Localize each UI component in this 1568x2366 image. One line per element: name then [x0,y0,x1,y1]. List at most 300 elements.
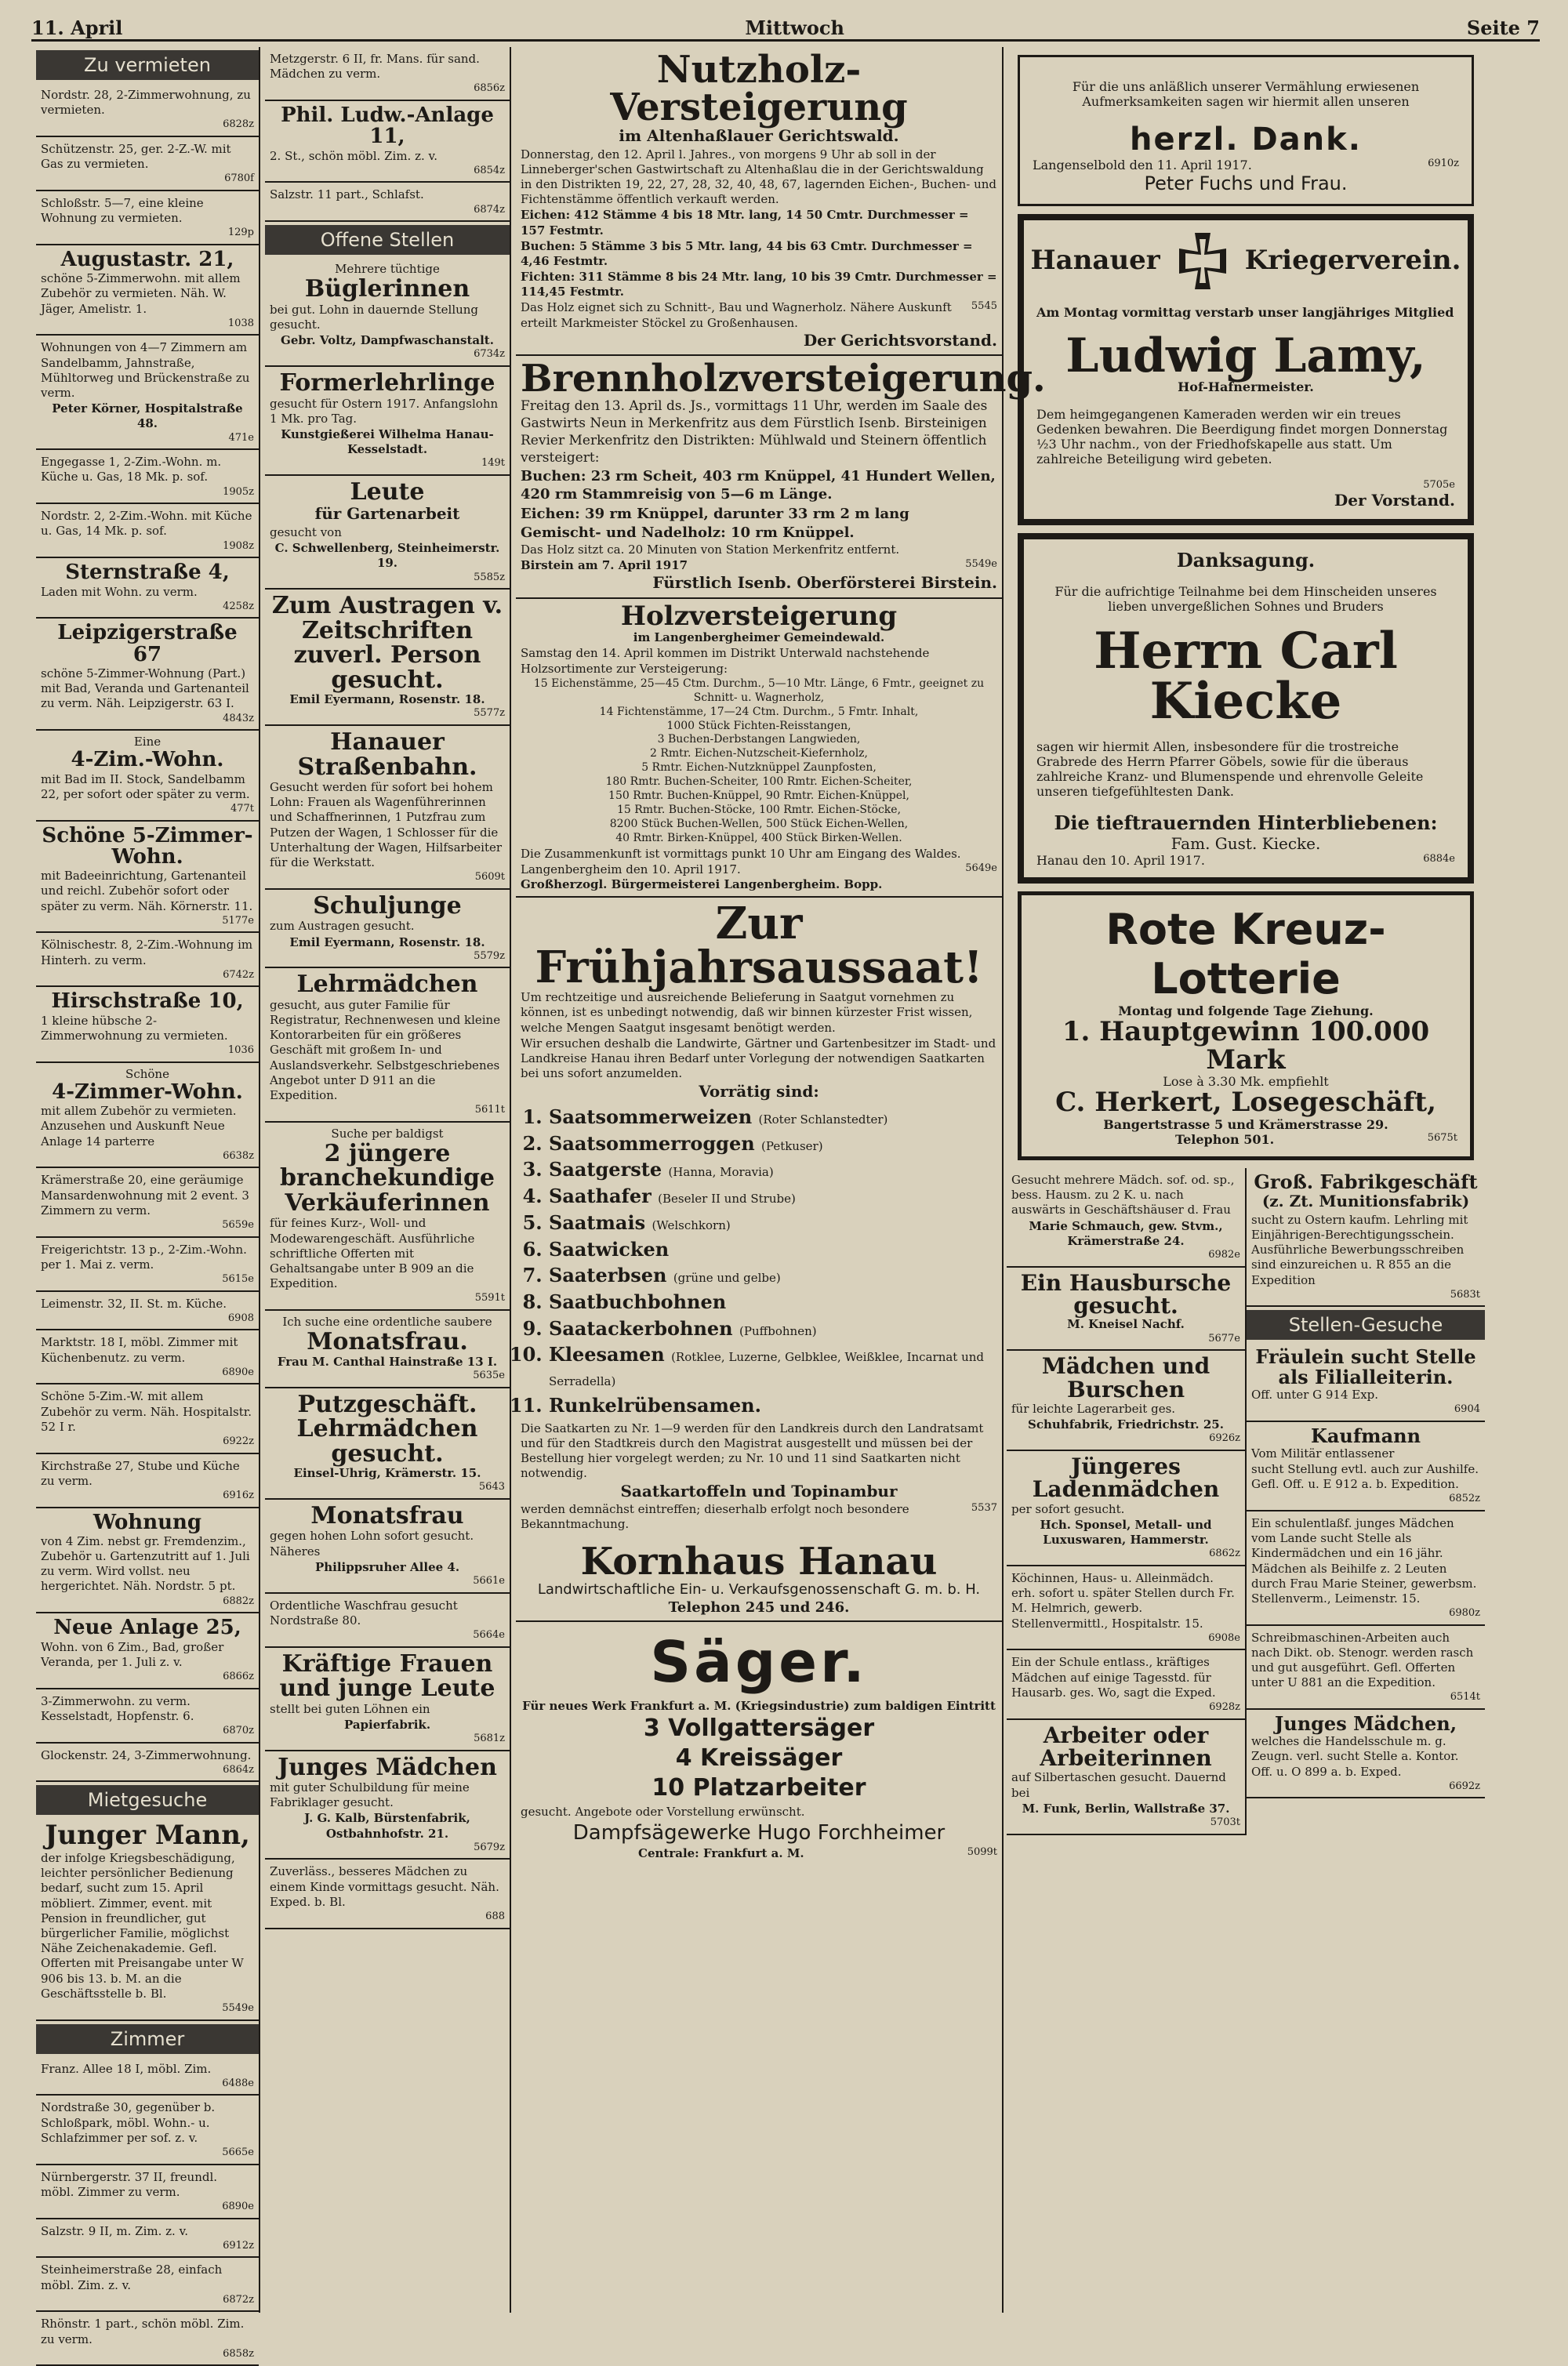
classified-ad [36,2096,259,2165]
ad-contact: Hch. Sponsel, Metall- und Luxuswaren, Hammerstr. [1040,1517,1212,1548]
ad-ref: 6890e [222,2200,254,2212]
ad-note: Die Zusammenkunft ist vormittags punkt 10 Uhr am Eingang des Waldes. [521,846,961,861]
ad-note: werden demnächst eintreffen; dieserhalb erfolgt noch besondere Bekanntmachung. [521,1501,909,1532]
ad-pretitle: Suche per baldigst [331,1126,444,1141]
ad-ref: 5703t [1210,1816,1240,1828]
ad-contact: C. Schwellenberg, Steinheimerstr. 19. [274,541,500,571]
ad-title-right: Kriegerverein. [1244,245,1461,277]
ad-text: für leichte Lagerarbeit ges. [1011,1402,1176,1416]
ad-text: schöne 5-Zimmer-Wohnung (Part.) mit Bad, Veranda und Gartenanteil zu verm. Näh. Leipzigerstr. 63 I. [41,666,249,711]
seed-list [521,1105,997,1418]
classified-ad [1007,1451,1245,1566]
seed-item [549,1132,997,1156]
ad-title: Leipzigerstraße 67 [57,621,238,666]
ad-text: Nürnbergerstr. 37 II, freundl. möbl. Zimmer zu verm. [41,2169,218,2199]
ad-contact: Emil Eyermann, Rosenstr. 18. [289,692,485,707]
classified-ad [265,890,510,969]
lot-line: 180 Rmtr. Buchen-Scheiter, 100 Rmtr. Eichen-Scheiter, [605,775,913,789]
ad-ref: 5615e [222,1272,254,1285]
ad-signature: Fürstlich Isenb. Oberförsterei Birstein. [652,572,997,592]
ad-ref: 6638z [223,1149,254,1162]
classified-ad [265,968,510,1122]
saeger-ad [516,1622,1002,1865]
ad-contact: Schuhfabrik, Friedrichstr. 25. [1028,1417,1224,1432]
ad-text: Marktstr. 18 I, möbl. Zimmer mit Küchenbenutz. zu verm. [41,1335,238,1365]
ad-ref: 5545 [971,300,997,313]
ad-signature: Der Vorstand. [1334,491,1455,510]
classified-ad [265,590,510,726]
ad-text: Ein der Schule entlass., kräftiges Mädchen auf einige Tagesstd. für Hausarb. ges. Wo, sagt die Exped. [1011,1655,1216,1700]
seed-name: Saatackerbohnen [549,1316,733,1340]
ad-ref: 4258z [223,600,254,612]
classified-ad [36,2312,259,2366]
ad-ref: 6926z [1209,1432,1240,1445]
ad-subtitle: (z. Zt. Munitionsfabrik) [1261,1192,1470,1211]
ad-text: Schreibmaschinen-Arbeiten auch nach Dikt. ob. Stenogr. werden rasch und gut ausgeführt. Gefl. Offerten unter U 881 an die Expedition. [1251,1630,1474,1690]
seed-note: (Petkuser) [761,1138,823,1153]
ad-ref: 5177e [222,914,254,927]
classified-ad [1007,1650,1245,1719]
ad-ref: 5591t [474,1292,505,1305]
ad-ref: 1036 [227,1044,254,1057]
lot-line: 2 Rmtr. Eichen-Nutzscheit-Kiefernholz, [649,747,869,760]
ad-text: 3-Zimmerwohn. zu verm. Kesselstadt, Hopfenstr. 6. [41,1693,194,1723]
ad-text: mit allem Zubehör zu vermieten. Anzusehen und Auskunft Neue Anlage 14 parterre [41,1104,237,1149]
ad-line: Buchen: 23 rm Scheit, 403 rm Knüppel, 41 Hundert Wellen, 420 rm Stammreisig von 5—6 m Länge. [521,468,996,503]
holzversteigerung-ad [516,599,1002,898]
ad-title: Nutzholz-Versteigerung [610,48,908,129]
ad-ref: 5549e [965,557,997,570]
seed-item [549,1264,997,1288]
ad-text: Köchinnen, Haus- u. Alleinmädch. erh. sofort u. später Stellen durch Fr. M. Helmrich, gewerb. Stellenvermittl., Hospitalstr. 15. [1011,1570,1235,1631]
ad-text: Nordstr. 2, 2-Zim.-Wohn. mit Küche u. Gas, 14 Mk. p. sof. [41,509,252,539]
ad-note: Die Saatkarten zu Nr. 1—9 werden für den Landkreis durch den Landratsamt und für den Stadtkreis durch den Magistrat ausgestellt und müssen bei der Bestellung hier vorgelegt werden; zu Nr. 10 und 11 sind Saatkarten nicht notwendig. [521,1421,984,1481]
lot-line: 8200 Stück Buchen-Wellen, 500 Stück Eichen-Wellen, [609,817,909,830]
classified-ad [36,2219,259,2259]
lotterie-ad [1018,891,1474,1160]
ad-note: Das Holz sitzt ca. 20 Minuten von Station Merkenfritz entfernt. [521,542,900,557]
ad-line: Buchen: 5 Stämme 3 bis 5 Mtr. lang, 44 bis 63 Cmtr. Durchmesser = 4,46 Festmtr. [521,238,973,268]
lot-line: 3 Buchen-Derbstangen Langwieden, [657,733,861,746]
ad-ref: 6864z [223,1763,254,1776]
seed-name: Saatmais [549,1210,646,1234]
job-item: 10 Platzarbeiter [652,1774,866,1802]
ad-text: Schöne 5-Zim.-W. mit allem Zubehör zu verm. Näh. Hospitalstr. 52 I r. [41,1389,252,1434]
ad-text: Metzgerstr. 6 II, fr. Mans. für sand. Mädchen zu verm. [270,52,480,82]
ad-ref: 5643 [478,1481,505,1493]
ad-title: Säger. [650,1629,868,1696]
ad-title: Sternstraße 4, [65,561,230,585]
ad-title: Jüngeres Ladenmädchen [1032,1453,1220,1503]
ad-text: Freitag den 13. April ds. Js., vormittags 11 Uhr, werden im Saale des Gastwirts Neun in Merkenfritz aus dem Fürstlich Isenb. Birsteinigen Revier Merkenfritz den Distrikten: Mühlwald und Steinern öffentlich versteigert: [521,398,988,466]
ad-title: Junges Mädchen [278,1753,497,1781]
ad-subtitle: Vorrätig sind: [699,1082,819,1101]
ad-ref: 149t [481,457,505,470]
ad-signature: Der Gerichtsvorstand. [803,330,997,350]
ad-text: Gesucht mehrere Mädch. sof. od. sp., bess. Hausm. zu 2 K. u. nach auswärts in Geschäftshäuser d. Frau [1011,1173,1235,1217]
ad-ref: 6928z [1209,1700,1240,1713]
ad-text: Um rechtzeitige und ausreichende Belieferung in Saatgut vornehmen zu können, ist es unbedingt notwendig, daß wir binnen kürzester Frist wissen, welche Mengen Saatgut insgesamt benötigt werden. [521,990,973,1035]
seed-item [549,1238,997,1262]
job-ads-left [1007,1168,1247,1834]
ad-ref: 5675t [1427,1132,1457,1145]
ad-ref: 6858z [223,2347,254,2360]
lot-line: 150 Rmtr. Buchen-Knüppel, 90 Rmtr. Eichen-Knüppel, [608,789,909,803]
lot-line: 40 Rmtr. Birken-Knüppel, 400 Stück Birken-Wellen. [615,831,902,844]
classified-ad [265,1860,510,1929]
ad-ref: 5549e [222,2001,254,2014]
ad-text: Am Montag vormittag verstarb unser langjähriges Mitglied [1036,305,1454,320]
ad-text: Franz. Allee 18 I, möbl. Zim. [41,2061,212,2076]
ad-ref: 5099t [967,1846,997,1859]
firm-telephone: Telephon 245 und 246. [668,1599,850,1617]
seed-item [549,1394,997,1418]
ad-title: Büglerinnen [304,275,470,303]
ad-text: bei gut. Lohn in dauernde Stellung gesucht. [270,302,479,332]
firm-name: Kornhaus Hanau [580,1540,938,1584]
ad-contact: Marie Schmauch, gew. Stvm., Krämerstraße 24. [1029,1218,1223,1248]
ad-text: Kirchstraße 27, Stube und Küche zu verm. [41,1458,240,1488]
classified-ad [36,2165,259,2219]
ad-ref: 5664e [473,1628,505,1641]
ad-ref: 6912z [223,2239,254,2252]
seed-note: (Welschkorn) [652,1217,731,1232]
classified-ad [265,258,510,367]
firm-telephone: Telephon 501. [1175,1132,1275,1148]
lot-line: 15 Rmtr. Buchen-Stöcke, 100 Rmtr. Eichen-Stöcke, [616,803,902,816]
seed-name: Runkelrübensamen. [549,1393,761,1417]
seed-item [549,1185,997,1209]
ad-title: Rote Kreuz-Lotterie [1105,905,1386,1003]
ad-line: Eichen: 39 rm Knüppel, darunter 33 rm 2 m lang [521,505,909,522]
ad-ref: 5579z [474,949,505,962]
ad-text: schöne 5-Zimmerwohn. mit allem Zubehör zu vermieten. Näh. W. Jäger, Amelistr. 1. [41,271,241,316]
ad-ref: 1905z [223,485,254,498]
classified-ad [36,2258,259,2312]
ad-ref: 6982e [1208,1249,1240,1261]
ad-ref: 6854z [474,164,505,176]
ad-text: zum Austragen gesucht. [270,919,415,934]
classified-ad [1007,1566,1245,1650]
danksagung-ad [1018,533,1474,884]
ad-line: Gemischt- und Nadelholz: 10 rm Knüppel. [521,524,855,541]
ad-ref: 6904 [1454,1403,1480,1415]
firm-name: C. Herkert, Losegeschäft, [1055,1087,1436,1119]
classified-ad [36,619,259,731]
classified-ad [36,822,259,934]
ad-text: Dem heimgegangenen Kameraden werden wir ein treues Gedenken bewahren. Die Beerdigung findet morgen Donnerstag ½3 Uhr nachm., von der Friedhofskapelle aus statt. Um zahlreiche Beteiligung wird gebeten. [1036,407,1448,466]
ad-ref: 6870z [223,1724,254,1736]
ad-ref: 5585z [474,571,505,583]
ad-title: Junger Mann, [45,1820,250,1852]
ad-text: Engegasse 1, 2-Zim.-Wohn. m. Küche u. Gas, 18 Mk. p. sof. [41,455,222,484]
firm-address: Centrale: Frankfurt a. M. [638,1846,804,1861]
ad-ref: 6862z [1209,1548,1240,1560]
ad-ref: 5635e [473,1369,505,1381]
classified-ad [36,1292,259,1331]
ad-title: Putzgeschäft. Lehrmädchen gesucht. [296,1390,478,1468]
ad-contact: Emil Eyermann, Rosenstr. 18. [289,934,485,949]
classified-ad [36,137,259,191]
classified-ad [1247,1168,1485,1307]
ad-contact: M. Kneisel Nachf. [1067,1317,1185,1332]
ad-text: per sofort gesucht. [1011,1501,1125,1516]
lot-line: 5 Rmtr. Eichen-Nutzknüppel Zaunpfosten, [641,761,877,775]
ad-text: gegen hohen Lohn sofort gesucht. Näheres [270,1529,474,1559]
classified-ad [265,47,510,101]
classified-ad [265,183,510,222]
ad-names: Peter Fuchs und Frau. [1144,172,1348,194]
ad-text: sucht zu Ostern kaufm. Lehrling mit Einjährigen-Berechtigungsschein. Ausführliche Bewerbungsschreiben sind einzureichen u. R 855 an die Expedition [1251,1212,1468,1287]
lot-list [521,677,997,846]
ad-text: Wohnungen von 4—7 Zimmern am Sandelbamm, Jahnstraße, Mühltorweg und Brückenstraße zu verm. [41,340,250,401]
ad-text: gesucht für Ostern 1917. Anfangslohn 1 Mk. pro Tag. [270,396,499,426]
ad-ref: 6872z [223,2293,254,2306]
seed-item [549,1211,997,1236]
ad-title: Danksagung. [1176,549,1316,572]
classified-ad [36,83,259,137]
rental-ads [36,83,259,1782]
classified-ad [1247,1511,1485,1626]
ad-subtitle: für Gartenarbeit [314,504,460,524]
ad-title: 4-Zim.-Wohn. [71,748,224,772]
lot-line: 15 Eichenstämme, 25—45 Ctm. Durchm., 5—10 Mtr. Länge, 6 Fmtr., geeignet zu Schnitt- u. Wagnerholz, [533,677,985,704]
classified-ad [36,450,259,504]
ad-text: Ein schulentlaßf. junges Mädchen vom Lande sucht Stelle als Kindermädchen und ein 16 jähr. Mädchen als Beihilfe z. 2 Leuten durch Frau Marie Steiner, gewerbsm. Stellenverm., Leimenstr. 15. [1251,1515,1477,1606]
ad-ref: 688 [485,1910,505,1922]
classified-ad [1007,1351,1245,1451]
ad-ref: 477t [230,802,254,815]
job-item: 3 Vollgattersäger [643,1714,875,1742]
classified-ad [1247,1343,1485,1421]
firm-name: Dampfsägewerke Hugo Forchheimer [572,1821,946,1845]
ad-ref: 4843z [223,712,254,724]
ad-text: gesucht. Angebote oder Vorstellung erwünscht. [521,1804,805,1819]
ad-text: sucht Stellung evtl. auch zur Aushilfe. Gefl. Off. u. E 912 a. b. Expedition. [1251,1461,1479,1492]
seed-note: (Roter Schlanstedter) [758,1112,888,1127]
header-page-number: Seite 7 [1466,16,1540,39]
classified-ad [36,1613,259,1689]
ad-ref: 5659e [222,1218,254,1231]
ad-title-bar [1030,230,1461,292]
classified-ad [265,1751,510,1860]
ad-text: Salzstr. 11 part., Schlafst. [270,187,424,202]
ad-text: mit guter Schulbildung für meine Fabriklager gesucht. [270,1780,470,1810]
ad-text: Für die uns anläßlich unserer Vermählung erwiesenen Aufmerksamkeiten sagen wir hiermit allen unseren [1072,79,1420,109]
ad-title: Junges Mädchen, [1274,1712,1457,1736]
nutzholz-ad [516,47,1002,356]
ad-title: Zur Frühjahrsaussaat! [535,898,983,994]
ad-subtitle: Saatkartoffeln und Topinambur [620,1482,898,1501]
classified-ad [1247,1710,1485,1798]
classified-ad [36,1744,259,1783]
ad-title: Lehrmädchen [296,971,478,999]
ad-text: Gesucht werden für sofort bei hohem Lohn: Frauen als Wagenführerinnen und Schaffnerinnen, 1 Putzfrau zum Putzen der Wagen, 1 Schlosser für die Unterhaltung der Wagen, Hilfsarbeiter für die Werkstatt. [270,780,503,869]
seed-name: Saatbuchbohnen [549,1290,727,1313]
classified-ad [36,2057,259,2096]
ad-date: Birstein am 7. April 1917 [521,557,688,572]
ad-title: Hanauer Straßenbahn. [297,728,477,781]
ad-ref: 471e [228,431,254,444]
room-ads-top [265,47,510,222]
ad-ref: 6488e [222,2077,254,2089]
ad-title: Arbeiter oder Arbeiterinnen [1040,1722,1212,1771]
ad-title-left: Hanauer [1030,245,1160,277]
seed-name: Kleesamen [549,1343,665,1366]
ad-ref: 5577z [474,707,505,720]
job-ads [265,258,510,1929]
ad-text: gesucht von [270,525,342,540]
ad-pretitle: Eine [133,735,162,749]
krieger-ad [1018,214,1474,525]
ad-contact: Einsel-Uhrig, Krämerstr. 15. [293,1466,481,1480]
ad-text: Vom Militär entlassener [1251,1446,1395,1461]
iron-cross-icon [1171,230,1234,292]
ad-title: Phil. Ludw.-Anlage 11, [281,103,494,149]
ad-text: Wir ersuchen deshalb die Landwirte, Gärtner und Gartenbesitzer im Stadt- und Landkreise Hanau ihren Bedarf unter Vorlegung der notwendigen Saatkarten bei uns sofort anzumelden. [521,1036,996,1081]
ad-ref: 6514t [1450,1691,1480,1704]
ad-contact: Kunstgießerei Wilhelma Hanau-Kesselstadt. [281,426,494,457]
ad-pretitle: Ich suche eine ordentliche saubere [282,1315,492,1329]
classified-ad [265,367,510,476]
classified-ad [265,1500,510,1594]
seed-item [549,1343,997,1391]
ad-ref: 5611t [474,1104,505,1116]
classified-ad [36,1168,259,1237]
classified-ad [36,987,259,1062]
ad-contact: Gebr. Voltz, Dampfwaschanstalt. [281,333,494,348]
deceased-name: Ludwig Lamy, [1065,328,1426,383]
ad-ref: 6852z [1449,1493,1480,1505]
classified-ad [36,1238,259,1292]
ad-ref: 5705e [1423,479,1455,491]
ad-ref: 5679z [474,1841,505,1853]
ad-ref: 6780f [224,172,254,185]
ad-ref: 6734z [474,348,505,361]
ad-ref: 6908 [227,1312,254,1324]
classified-ad [1247,1422,1485,1511]
ad-title: Fräulein sucht Stelle als Filialleiterin. [1255,1345,1476,1388]
ad-text: Samstag den 14. April kommen im Distrikt Unterwald nachstehende Holzsortimente zur Versteigerung: [521,646,930,676]
ad-title: Monatsfrau. [307,1328,468,1356]
classified-ad [36,504,259,558]
dank-ad [1018,55,1474,206]
ad-text: Donnerstag, den 12. April l. Jahres., von morgens 9 Uhr ab soll in der Linneberger'schen Gastwirtschaft zu Altenhaßlau die in der Gerichtswaldung in den Distrikten 19, 22, 27, 28, 32, 40, 48, 67, lagernden Eichen-, Buchen- und Fichtenstämme öffentlich verkauft werden. [521,147,997,207]
ad-text: 2. St., schön möbl. Zim. z. v. [270,148,437,163]
ad-contact: Philippsruher Allee 4. [314,1559,460,1574]
seed-name: Saatgerste [549,1158,662,1181]
ad-ref: 5683t [1450,1288,1480,1301]
page-header [31,5,1540,42]
ad-date: Hanau den 10. April 1917. [1036,853,1205,868]
ad-ref: 5609t [474,871,505,884]
ad-text: Leimenstr. 32, II. St. m. Küche. [41,1296,227,1311]
seed-item [549,1105,997,1130]
ad-text: Off. unter G 914 Exp. [1251,1387,1379,1402]
classified-ad [36,336,259,450]
seed-note: (Beseler II und Strube) [658,1192,796,1207]
classified-ad [265,476,510,590]
ad-text: der infolge Kriegsbeschädigung, leichter persönlicher Bedienung bedarf, sucht zum 15. April möbliert. Zimmer, event. mit Pension in freundlicher, gut bürgerlicher Familie, möglichst Nähe Zeichenakademie. Gefl. Offerten mit Preisangabe unter W 906 bis 13. b. M. an die Geschäftsstelle b. Bl. [41,1851,244,2001]
classified-ad [265,1388,510,1500]
firm-subtitle: Landwirtschaftliche Ein- u. Verkaufsgenossenschaft G. m. b. H. [537,1581,981,1599]
seed-name: Saatsommerweizen [549,1105,753,1128]
brennholz-ad [516,356,1046,598]
classified-ad [265,1311,510,1388]
ad-title: Zum Austragen v. Zeitschriften zuverl. Person gesucht. [271,592,503,694]
col4-split [1007,1168,1485,1834]
classified-ad [36,731,259,821]
ad-title: 4-Zimmer-Wohn. [52,1080,243,1104]
ad-line: Eichen: 412 Stämme 4 bis 18 Mtr. lang, 14 50 Cmtr. Durchmesser = 157 Festmtr. [521,208,969,238]
situation-wanted-ads [1247,1343,1485,1798]
ad-title: Holzversteigerung [620,600,898,632]
ad-text: sagen wir hiermit Allen, insbesondere für die trostreiche Grabrede des Herrn Pfarrer Göbels, sowie für die überaus zahlreiche Kranz- und Blumenspende und ehrenvolle Geleite unseren tiefgefühltesten Dank. [1036,739,1424,799]
column-4 [1007,47,1485,2313]
classified-ad [36,1454,259,1508]
classified-ad [36,558,259,619]
ad-line: Fichten: 311 Stämme 8 bis 24 Mtr. lang, 10 bis 39 Cmtr. Durchmesser = 114,45 Festmtr. [521,270,997,299]
mietgesuch-ad [36,1818,259,2020]
classified-ad [265,101,510,183]
ad-contact: Peter Körner, Hospitalstraße 48. [52,401,243,431]
ad-text: Freigerichtstr. 13 p., 2-Zim.-Wohn. per 1. Mai z. verm. [41,1242,247,1272]
ad-title: Neue Anlage 25, [53,1616,241,1640]
seed-note: (Rotklee, Luzerne, Gelbklee, Weißklee, Incarnat und Serradella) [549,1350,985,1389]
ad-ref: 6908e [1208,1631,1240,1644]
saat-ad [516,898,1002,1622]
classified-ad [1007,1720,1245,1835]
ad-text: mit Badeeinrichtung, Gartenanteil und reichl. Zubehör sofort oder später zu verm. Näh. Körnerstr. 11. [41,869,253,913]
ad-ref: 6910z [1428,158,1459,169]
ad-ref: 6922z [223,1435,254,1447]
ad-title: Augustastr. 21, [60,248,234,271]
classified-ad [1007,1268,1245,1352]
ad-subtitle: Montag und folgende Tage Ziehung. [1118,1003,1374,1018]
ad-text: von 4 Zim. nebst gr. Fremdenzim., Zubehör u. Gartenzutritt auf 1. Juli zu verm. Wird vollst. neu hergerichtet. Näh. Nordstr. 5 pt. [41,1533,250,1594]
lottery-prize: 1. Hauptgewinn 100.000 Mark [1062,1016,1430,1076]
seed-note: (Puffbohnen) [739,1323,817,1338]
ad-ref: 6856z [474,82,505,95]
ad-text: Zuverläss., besseres Mädchen zu einem Kinde vormittags gesucht. Näh. Exped. b. Bl. [270,1864,499,1909]
header-date: 11. April [31,16,123,39]
classified-ad [265,726,510,890]
seed-item [549,1158,997,1182]
ad-title: Formerlehrlinge [279,369,495,397]
ad-ref: 6692z [1449,1780,1480,1792]
ad-subtitle: im Altenhaßlauer Gerichtswald. [619,126,899,145]
ad-ref: 6866z [223,1670,254,1682]
classified-ad [36,245,259,336]
classified-ad [36,1063,259,1169]
col4-right [1247,1168,1485,1834]
ad-text: Kölnischestr. 8, 2-Zim.-Wohnung im Hinterh. zu verm. [41,938,253,967]
ad-ref: 6828z [223,118,254,131]
ad-title: Kaufmann [1310,1424,1421,1447]
ad-text: für feines Kurz-, Woll- und Modewarengeschäft. Ausführliche schriftliche Offerten mit Gehaltsangabe unter B 909 an die Expedition. [270,1216,475,1291]
seed-note: (Hanna, Moravia) [668,1165,774,1180]
ad-title: herzl. Dank. [1130,122,1362,158]
ad-text: Nordstr. 28, 2-Zimmerwohnung, zu vermieten. [41,88,251,118]
ad-text: Steinheimerstraße 28, einfach möbl. Zim. z. v. [41,2263,223,2292]
ad-ref: 6742z [223,968,254,981]
classified-ad [36,191,259,245]
seed-note: (grüne und gelbe) [673,1271,781,1286]
ad-contact: Papierfabrik. [343,1717,431,1732]
classified-ad [265,1123,510,1311]
header-weekday: Mittwoch [745,16,844,39]
deceased-role: Hof-Hafnermeister. [1178,379,1314,394]
